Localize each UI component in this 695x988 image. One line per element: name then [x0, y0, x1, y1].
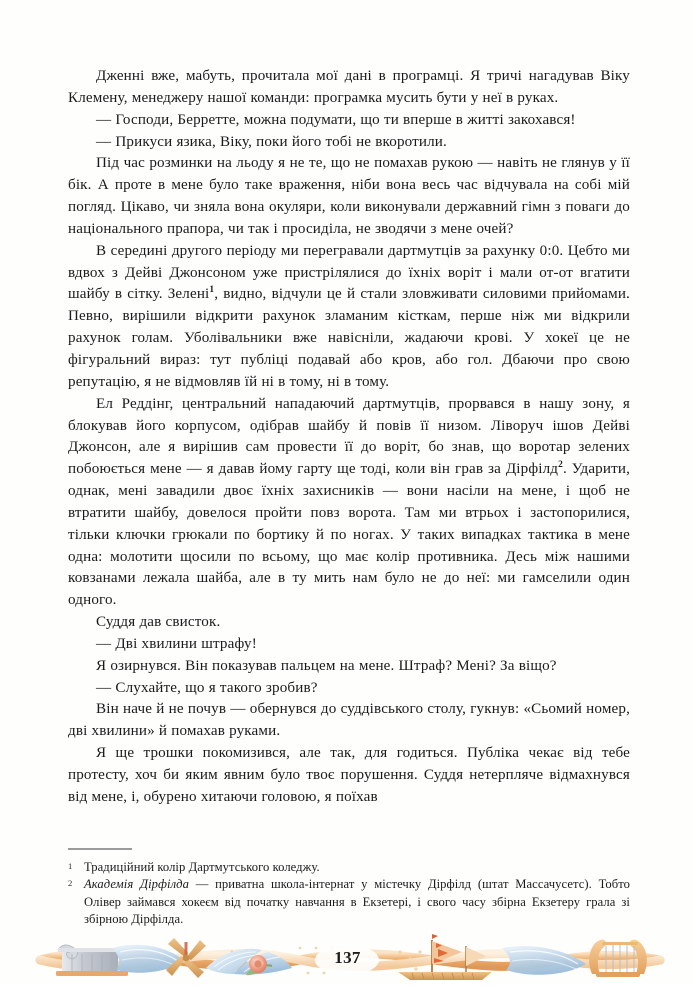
- paragraph-1: Дженні вже, мабуть, прочитала мої дані в програмці. Я тричі нагадував Віку Клемену, менеджеру нашої команди: програмка мусить бути у неї в руках.: [68, 68, 630, 106]
- body-text-column: [68, 66, 630, 809]
- paragraph-6-text-after: . Ударити, однак, мені завадили двоє їхніх захисників — вони насіли на мене, і щоб не втратити шайбу, довелося пройти повз ворота. Там ми втрьох і застопорилися, тільки ключки грюкали по бортику й по ногах. У таких випадках тактика в мене одна: молотити щосили по всьому, що має колір противника. Десь між нашими ковзанами лежала шайба, але в ту мить нам було не до неї: ми гамселили один одного.: [68, 461, 630, 609]
- paragraph-2-dialogue: — Господи, Берретте, можна подумати, що ти вперше в житті закохався!: [96, 111, 576, 128]
- paragraph-10-dialogue: — Слухайте, що я такого зробив?: [96, 679, 318, 696]
- footnote-separator-rule: [68, 848, 132, 850]
- footnote-1-number: 1: [68, 861, 73, 871]
- paragraph-5: [68, 241, 630, 394]
- paragraph-12: Я ще трошки покомизився, але так, для годиться. Публіка чекає від тебе протесту, хоч би яким явним було твоє порушення. Суддя нетерпляче відмахнувся від мене, і, обурено хитаючи головою, я поїхав: [68, 745, 630, 805]
- footnote-block: [68, 848, 630, 929]
- footnote-2-text: — приватна школа-інтернат у містечку Дірфілд (штат Массачусетс). Тобто Олівер займався хокеєм від початку навчання в Екзетері, і свого часу збірна Екзетеру грала зі збірною Дірфілда.: [84, 877, 630, 927]
- paragraph-7: Суддя дав свисток.: [96, 614, 221, 631]
- paragraph-5-text-before: В середині другого періоду ми перегравали дартмутців за рахунку 0:0. Цебто ми вдвох з Дейві Джонсоном уже пристрілялися до їхніх воріт і мали от-от вгатити шайбу в сітку. Зелені: [68, 242, 630, 303]
- footnote-1-text: Традиційний колір Дартмутського коледжу.: [84, 860, 320, 874]
- paragraph-6-text-before: Ел Реддінг, центральний нападаючий дартмутців, прорвався в нашу зону, я блокував його корпусом, одібрав шайбу й повів її низом. Ліворуч ішов Дейві Джонсон, але я вирішив сам провести її до воріт, бо знав, що воротар зелених побоюється мене — я давав йому гарту ще тоді, коли він грав за Дірфілд: [68, 395, 630, 478]
- page-number: 137: [334, 948, 361, 967]
- paragraph-11: Він наче й не почув — обернувся до суддівського столу, гукнув: «Сьомий номер, дві хвилини» й помахав руками.: [68, 701, 630, 740]
- footnote-marker-2[interactable]: 2: [558, 460, 563, 471]
- paragraph-8-dialogue: — Дві хвилини штрафу!: [96, 635, 257, 652]
- paragraph-4: Під час розминки на льоду я не те, що не помахав рукою — навіть не глянув у її бік. А проте в мене було таке враження, ніби вона весь час відчувала на собі мій погляд. Цікаво, чи зняла вона окуляри, коли виконували державний гімн з поваги до національного прапора, чи так і просиділа, не зводячи з мене очей?: [68, 155, 630, 237]
- footnote-1: [68, 859, 630, 876]
- footnote-2-title: Академія Дірфілда: [84, 877, 189, 892]
- paragraph-5-text-after: , видно, відчули це й стали зловживати силовими прийомами. Певно, вирішили відкрити рахунок зламаним кісткам, перше ніж ми відкрили рахунок голам. Уболівальники вже навісніли, жадаючи крові. У хокеї це не фігуральний вираз: тут публіці подавай або кров, або гол. Дбаючи про свою репутацію, я не відмовляв їй ні в тому, ні в тому.: [68, 286, 630, 390]
- footnote-2-number: 2: [68, 878, 73, 889]
- paragraph-9: Я озирнувся. Він показував пальцем на мене. Штраф? Мені? За віщо?: [96, 657, 557, 674]
- footnote-2: [68, 876, 630, 928]
- footnote-marker-1[interactable]: 1: [209, 285, 215, 296]
- paragraph-6: [68, 394, 630, 612]
- paragraph-3-dialogue: — Прикуси язика, Віку, поки його тобі не вкоротили.: [96, 133, 447, 150]
